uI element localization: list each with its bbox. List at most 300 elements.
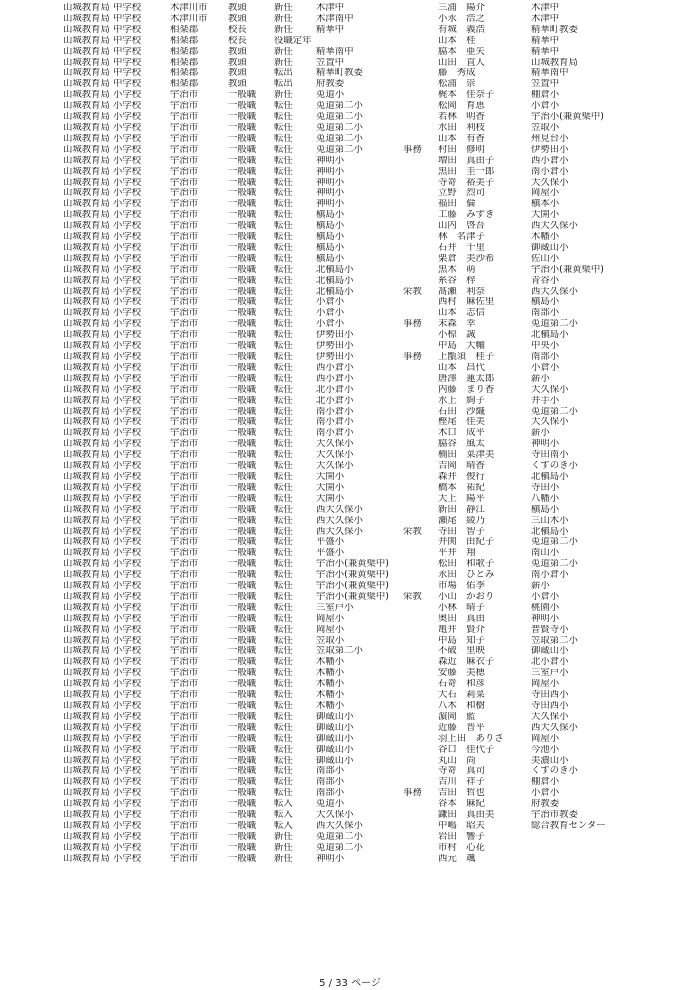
job-cell: 校長 (228, 24, 247, 35)
school-cell: 精華南中 (316, 46, 354, 57)
office-cell: 山城教育局 (63, 799, 110, 810)
school-type-cell: 小学校 (113, 286, 142, 297)
previous-cell: 宇治市教委 (531, 810, 578, 821)
school-cell: 槇島小 (316, 210, 345, 221)
city-cell: 宇治市 (170, 591, 199, 602)
office-cell: 山城教育局 (63, 188, 110, 199)
previous-cell: 精華中 (531, 46, 560, 57)
city-cell: 宇治市 (170, 177, 199, 188)
previous-cell: 南山小 (531, 548, 560, 559)
previous-cell: 棚倉小 (531, 90, 560, 101)
previous-cell: 岡屋小 (531, 679, 560, 690)
job-cell: 一般職 (228, 842, 257, 853)
city-cell: 宇治市 (170, 526, 199, 537)
school-cell: 笠取第二小 (316, 646, 363, 657)
previous-cell: 西大久保小 (531, 221, 578, 232)
office-cell: 山城教育局 (63, 155, 110, 166)
city-cell: 宇治市 (170, 690, 199, 701)
name-cell: 中嶋 昭夫 (438, 820, 485, 831)
table-row (63, 614, 636, 625)
city-cell: 木津川市 (170, 3, 208, 13)
role-cell (403, 766, 438, 777)
city-cell: 宇治市 (170, 602, 199, 613)
job-cell: 一般職 (228, 711, 257, 722)
name-cell: 水上 絢子 (438, 395, 485, 406)
name-cell: 大石 莉菜 (438, 690, 485, 701)
school-type-cell: 中学校 (113, 3, 142, 13)
name-cell: 福田 倫 (438, 199, 476, 210)
school-cell: 御蔵山小 (316, 722, 354, 733)
role-cell (403, 47, 438, 58)
role-cell (403, 178, 438, 189)
job-cell: 一般職 (228, 362, 257, 373)
table-row (63, 668, 636, 679)
role-cell (403, 701, 438, 712)
office-cell: 山城教育局 (63, 101, 110, 112)
previous-cell: 莵道第二小 (531, 537, 578, 548)
role-cell (403, 167, 438, 178)
table-row (63, 58, 636, 69)
role-cell (403, 472, 438, 483)
school-type-cell: 小学校 (113, 112, 142, 123)
change-type-cell: 転任 (274, 188, 293, 199)
previous-cell (531, 843, 636, 854)
previous-cell: 井手小 (531, 395, 560, 406)
job-cell: 一般職 (228, 853, 257, 864)
school-type-cell: 中学校 (113, 35, 142, 46)
change-type-cell: 転任 (274, 461, 293, 472)
role-cell (403, 36, 438, 47)
office-cell: 山城教育局 (63, 722, 110, 733)
name-cell: 丸山 尚 (438, 755, 476, 766)
school-type-cell: 小学校 (113, 581, 142, 592)
role-cell (403, 232, 438, 243)
table-row (63, 308, 636, 319)
table-row (63, 766, 636, 777)
school-type-cell: 小学校 (113, 820, 142, 831)
office-cell: 山城教育局 (63, 90, 110, 101)
school-cell: 三室戸小 (316, 602, 354, 613)
table-row (63, 712, 636, 723)
city-cell: 宇治市 (170, 820, 199, 831)
office-cell: 山城教育局 (63, 831, 110, 842)
job-cell: 一般職 (228, 526, 257, 537)
previous-cell: 西大久保小 (531, 286, 578, 297)
table-row (63, 385, 636, 396)
name-cell: 林 名津子 (438, 232, 485, 243)
change-type-cell: 転任 (274, 711, 293, 722)
office-cell: 山城教育局 (63, 613, 110, 624)
previous-cell: 中央小 (531, 341, 560, 352)
name-cell: 梶本 佳奈子 (438, 90, 495, 101)
previous-cell: 木津中 (531, 3, 560, 13)
school-type-cell: 小学校 (113, 133, 142, 144)
job-cell: 一般職 (228, 646, 257, 657)
table-row (63, 25, 636, 36)
job-cell: 一般職 (228, 90, 257, 101)
previous-cell: 神明小 (531, 613, 560, 624)
table-row (63, 243, 636, 254)
previous-cell: 槇島小 (531, 504, 560, 515)
name-cell: 有城 義浩 (438, 24, 485, 35)
school-cell: 大久保小 (316, 810, 354, 821)
school-type-cell: 小学校 (113, 482, 142, 493)
previous-cell: 普賢寺小 (531, 624, 569, 635)
city-cell: 宇治市 (170, 166, 199, 177)
city-cell: 宇治市 (170, 515, 199, 526)
office-cell: 山城教育局 (63, 35, 110, 46)
change-type-cell: 転任 (274, 722, 293, 733)
school-type-cell: 小学校 (113, 722, 142, 733)
change-type-cell: 転任 (274, 166, 293, 177)
job-cell: 一般職 (228, 722, 257, 733)
table-row (63, 690, 636, 701)
school-type-cell: 小学校 (113, 319, 142, 330)
change-type-cell: 転任 (274, 570, 293, 581)
previous-cell: 御蔵山小 (531, 242, 569, 253)
role-cell (403, 221, 438, 232)
school-cell: 大開小 (316, 493, 345, 504)
role-cell (403, 559, 438, 570)
previous-cell: 桃園小 (531, 602, 560, 613)
table-row (63, 461, 636, 472)
school-cell: 神明小 (316, 188, 345, 199)
school-type-cell: 小学校 (113, 199, 142, 210)
table-row (63, 832, 636, 843)
table-row (63, 134, 636, 145)
change-type-cell: 転任 (274, 690, 293, 701)
school-type-cell: 小学校 (113, 755, 142, 766)
change-type-cell: 役職定年 (274, 35, 312, 46)
job-cell: 一般職 (228, 657, 257, 668)
change-type-cell: 転任 (274, 668, 293, 679)
school-type-cell: 小学校 (113, 177, 142, 188)
previous-cell: 精華中 (531, 35, 560, 46)
school-cell: 伊勢田小 (316, 352, 354, 362)
office-cell: 山城教育局 (63, 657, 110, 668)
office-cell: 山城教育局 (63, 537, 110, 548)
name-cell: 山田 直人 (438, 57, 485, 68)
change-type-cell: 転任 (274, 450, 293, 461)
table-row (63, 287, 636, 298)
role-cell (403, 799, 438, 810)
city-cell: 宇治市 (170, 722, 199, 733)
school-type-cell: 小学校 (113, 439, 142, 450)
table-row (63, 330, 636, 341)
school-cell: 小倉小 (316, 308, 345, 319)
school-cell: 槇島小 (316, 232, 345, 243)
school-cell: 北小倉小 (316, 384, 354, 395)
role-cell (403, 210, 438, 221)
name-cell: 村田 修明 (438, 144, 485, 155)
table-row (63, 167, 636, 178)
change-type-cell: 転任 (274, 591, 293, 602)
job-cell: 教頭 (228, 13, 247, 24)
previous-cell: 笠取第二小 (531, 635, 578, 646)
office-cell: 山城教育局 (63, 177, 110, 188)
role-cell: 事務 (403, 144, 422, 155)
name-cell: 新田 静江 (438, 504, 485, 515)
table-row (63, 821, 636, 832)
name-cell: 楠田 菜津美 (438, 450, 495, 461)
previous-cell: 大開小 (531, 210, 560, 221)
office-cell: 山城教育局 (63, 581, 110, 592)
previous-cell: 宇治小(兼黄檗中) (531, 112, 604, 123)
school-type-cell: 小学校 (113, 210, 142, 221)
role-cell: 事務 (403, 319, 422, 330)
name-cell: 西村 麻佐里 (438, 297, 495, 308)
role-cell (403, 79, 438, 90)
previous-cell: 南小倉小 (531, 570, 569, 581)
change-type-cell: 転任 (274, 199, 293, 210)
role-cell (403, 363, 438, 374)
name-cell: 大上 陽平 (438, 493, 485, 504)
school-cell: 木幡小 (316, 657, 345, 668)
job-cell: 教頭 (228, 3, 247, 13)
school-cell: 神明小 (316, 177, 345, 188)
city-cell: 宇治市 (170, 101, 199, 112)
city-cell: 宇治市 (170, 777, 199, 788)
school-type-cell: 小学校 (113, 373, 142, 384)
name-cell: 岩田 響子 (438, 831, 485, 842)
change-type-cell: 新任 (274, 46, 293, 57)
school-type-cell: 小学校 (113, 799, 142, 810)
job-cell: 一般職 (228, 352, 257, 362)
role-cell (403, 712, 438, 723)
role-cell (403, 854, 438, 865)
school-cell: 宇治小(兼黄檗中) (316, 570, 389, 581)
school-cell: 北槇島小 (316, 275, 354, 286)
job-cell: 一般職 (228, 450, 257, 461)
previous-cell: 寺田西小 (531, 690, 569, 701)
change-type-cell: 新任 (274, 842, 293, 853)
role-cell (403, 832, 438, 843)
school-cell: 御蔵山小 (316, 744, 354, 755)
table-row (63, 527, 636, 538)
job-cell: 一般職 (228, 133, 257, 144)
office-cell: 山城教育局 (63, 471, 110, 482)
table-row (63, 636, 636, 647)
table-row (63, 396, 636, 407)
role-cell (403, 243, 438, 254)
office-cell: 山城教育局 (63, 482, 110, 493)
job-cell: 一般職 (228, 591, 257, 602)
table-row (63, 679, 636, 690)
school-cell: 西大久保小 (316, 515, 363, 526)
school-cell: 大開小 (316, 471, 345, 482)
change-type-cell: 転入 (274, 799, 293, 810)
school-cell: 大久保小 (316, 450, 354, 461)
previous-cell: 木幡小 (531, 232, 560, 243)
name-cell: 濵岡 藍 (438, 711, 476, 722)
school-cell: 西大久保小 (316, 504, 363, 515)
name-cell: 松岡 育恵 (438, 101, 485, 112)
previous-cell: くすのき小 (531, 461, 578, 472)
table-row (63, 439, 636, 450)
table-row (63, 199, 636, 210)
role-cell (403, 330, 438, 341)
office-cell: 山城教育局 (63, 744, 110, 755)
school-type-cell: 中学校 (113, 68, 142, 79)
previous-cell: 小倉小 (531, 591, 560, 602)
office-cell: 山城教育局 (63, 308, 110, 319)
table-row (63, 221, 636, 232)
city-cell: 相楽郡 (170, 35, 199, 46)
change-type-cell: 新任 (274, 57, 293, 68)
city-cell: 宇治市 (170, 766, 199, 777)
job-cell: 一般職 (228, 515, 257, 526)
office-cell: 山城教育局 (63, 820, 110, 831)
school-cell: 木幡小 (316, 679, 345, 690)
office-cell: 山城教育局 (63, 668, 110, 679)
city-cell: 相楽郡 (170, 57, 199, 68)
role-cell (403, 625, 438, 636)
city-cell: 宇治市 (170, 471, 199, 482)
school-cell: 木幡小 (316, 690, 345, 701)
name-cell: 市村 心花 (438, 842, 485, 853)
previous-cell: 棚倉小 (531, 777, 560, 788)
previous-cell: 南部小 (531, 352, 560, 362)
school-cell: 笠取小 (316, 635, 345, 646)
name-cell: 森近 麻衣子 (438, 657, 495, 668)
role-cell (403, 810, 438, 821)
job-cell: 一般職 (228, 439, 257, 450)
change-type-cell: 転任 (274, 744, 293, 755)
change-type-cell: 転任 (274, 308, 293, 319)
school-type-cell: 中学校 (113, 79, 142, 90)
table-row (63, 407, 636, 418)
office-cell: 山城教育局 (63, 428, 110, 439)
job-cell: 一般職 (228, 286, 257, 297)
change-type-cell: 転任 (274, 253, 293, 264)
job-cell: 一般職 (228, 341, 257, 352)
table-row (63, 145, 636, 156)
city-cell: 相楽郡 (170, 46, 199, 57)
school-cell: 南小倉小 (316, 406, 354, 417)
name-cell: 末森 幸 (438, 319, 476, 330)
school-cell: 南部小 (316, 788, 345, 799)
previous-cell: 寺田南小 (531, 450, 569, 461)
office-cell: 山城教育局 (63, 384, 110, 395)
name-cell: 亀井 賢介 (438, 624, 485, 635)
job-cell: 一般職 (228, 166, 257, 177)
school-type-cell: 小学校 (113, 122, 142, 133)
job-cell: 一般職 (228, 504, 257, 515)
city-cell: 宇治市 (170, 581, 199, 592)
school-cell: 小倉小 (316, 297, 345, 308)
job-cell: 一般職 (228, 275, 257, 286)
job-cell: 一般職 (228, 210, 257, 221)
name-cell: 瀬尾 綾乃 (438, 515, 485, 526)
previous-cell: 小倉小 (531, 101, 560, 112)
city-cell: 宇治市 (170, 155, 199, 166)
role-cell (403, 668, 438, 679)
city-cell: 宇治市 (170, 668, 199, 679)
change-type-cell: 転任 (274, 788, 293, 799)
change-type-cell: 転任 (274, 613, 293, 624)
previous-cell: 神明小 (531, 439, 560, 450)
job-cell: 一般職 (228, 373, 257, 384)
table-row (63, 79, 636, 90)
change-type-cell: 転任 (274, 210, 293, 221)
job-cell: 一般職 (228, 548, 257, 559)
office-cell: 山城教育局 (63, 253, 110, 264)
previous-cell (531, 854, 636, 865)
school-cell: 大久保小 (316, 439, 354, 450)
table-row (63, 47, 636, 58)
change-type-cell: 転任 (274, 177, 293, 188)
school-cell: 宇治小(兼黄檗中) (316, 591, 389, 602)
school-cell: 伊勢田小 (316, 330, 354, 341)
school-cell: 莵道第二小 (316, 842, 363, 853)
school-type-cell: 小学校 (113, 101, 142, 112)
change-type-cell: 転任 (274, 373, 293, 384)
change-type-cell: 転任 (274, 155, 293, 166)
school-cell: 大久保小 (316, 461, 354, 472)
table-row (63, 701, 636, 712)
city-cell: 宇治市 (170, 613, 199, 624)
role-cell (403, 101, 438, 112)
change-type-cell: 転任 (274, 559, 293, 570)
change-type-cell: 転任 (274, 275, 293, 286)
change-type-cell: 転任 (274, 537, 293, 548)
school-cell: 小倉小 (316, 319, 345, 330)
name-cell: 谷本 麻紀 (438, 799, 485, 810)
school-type-cell: 小学校 (113, 679, 142, 690)
name-cell: 山本 志信 (438, 308, 485, 319)
job-cell: 一般職 (228, 701, 257, 711)
table-row (63, 494, 636, 505)
school-cell: 西大久保小 (316, 820, 363, 831)
office-cell: 山城教育局 (63, 112, 110, 123)
table-row (63, 745, 636, 756)
role-cell (403, 494, 438, 505)
table-row (63, 178, 636, 189)
change-type-cell: 転任 (274, 515, 293, 526)
role-cell: 事務 (403, 352, 422, 362)
name-cell: 木口 成平 (438, 428, 485, 439)
role-cell (403, 134, 438, 145)
previous-cell: 薪小 (531, 581, 550, 592)
change-type-cell: 転任 (274, 504, 293, 515)
change-type-cell: 転任 (274, 341, 293, 352)
name-cell: 脇谷 風太 (438, 439, 485, 450)
city-cell: 宇治市 (170, 122, 199, 133)
change-type-cell: 転任 (274, 428, 293, 439)
school-type-cell: 小学校 (113, 646, 142, 657)
table-body (63, 3, 636, 865)
name-cell: 八木 和樹 (438, 701, 485, 711)
table-row (63, 417, 636, 428)
change-type-cell: 転任 (274, 526, 293, 537)
previous-cell: 寺田西小 (531, 701, 569, 711)
change-type-cell: 転任 (274, 101, 293, 112)
previous-cell: 州見台小 (531, 133, 569, 144)
city-cell: 宇治市 (170, 406, 199, 417)
table-row (63, 548, 636, 559)
job-cell: 一般職 (228, 690, 257, 701)
school-type-cell: 小学校 (113, 362, 142, 373)
office-cell: 山城教育局 (63, 591, 110, 602)
school-cell: 莵道小 (316, 799, 345, 810)
previous-cell: 小倉小 (531, 788, 560, 799)
school-cell: 神明小 (316, 155, 345, 166)
name-cell: 井関 由紀子 (438, 537, 495, 548)
city-cell: 宇治市 (170, 417, 199, 428)
city-cell: 宇治市 (170, 341, 199, 352)
name-cell: 市場 佑季 (438, 581, 485, 592)
office-cell: 山城教育局 (63, 853, 110, 864)
